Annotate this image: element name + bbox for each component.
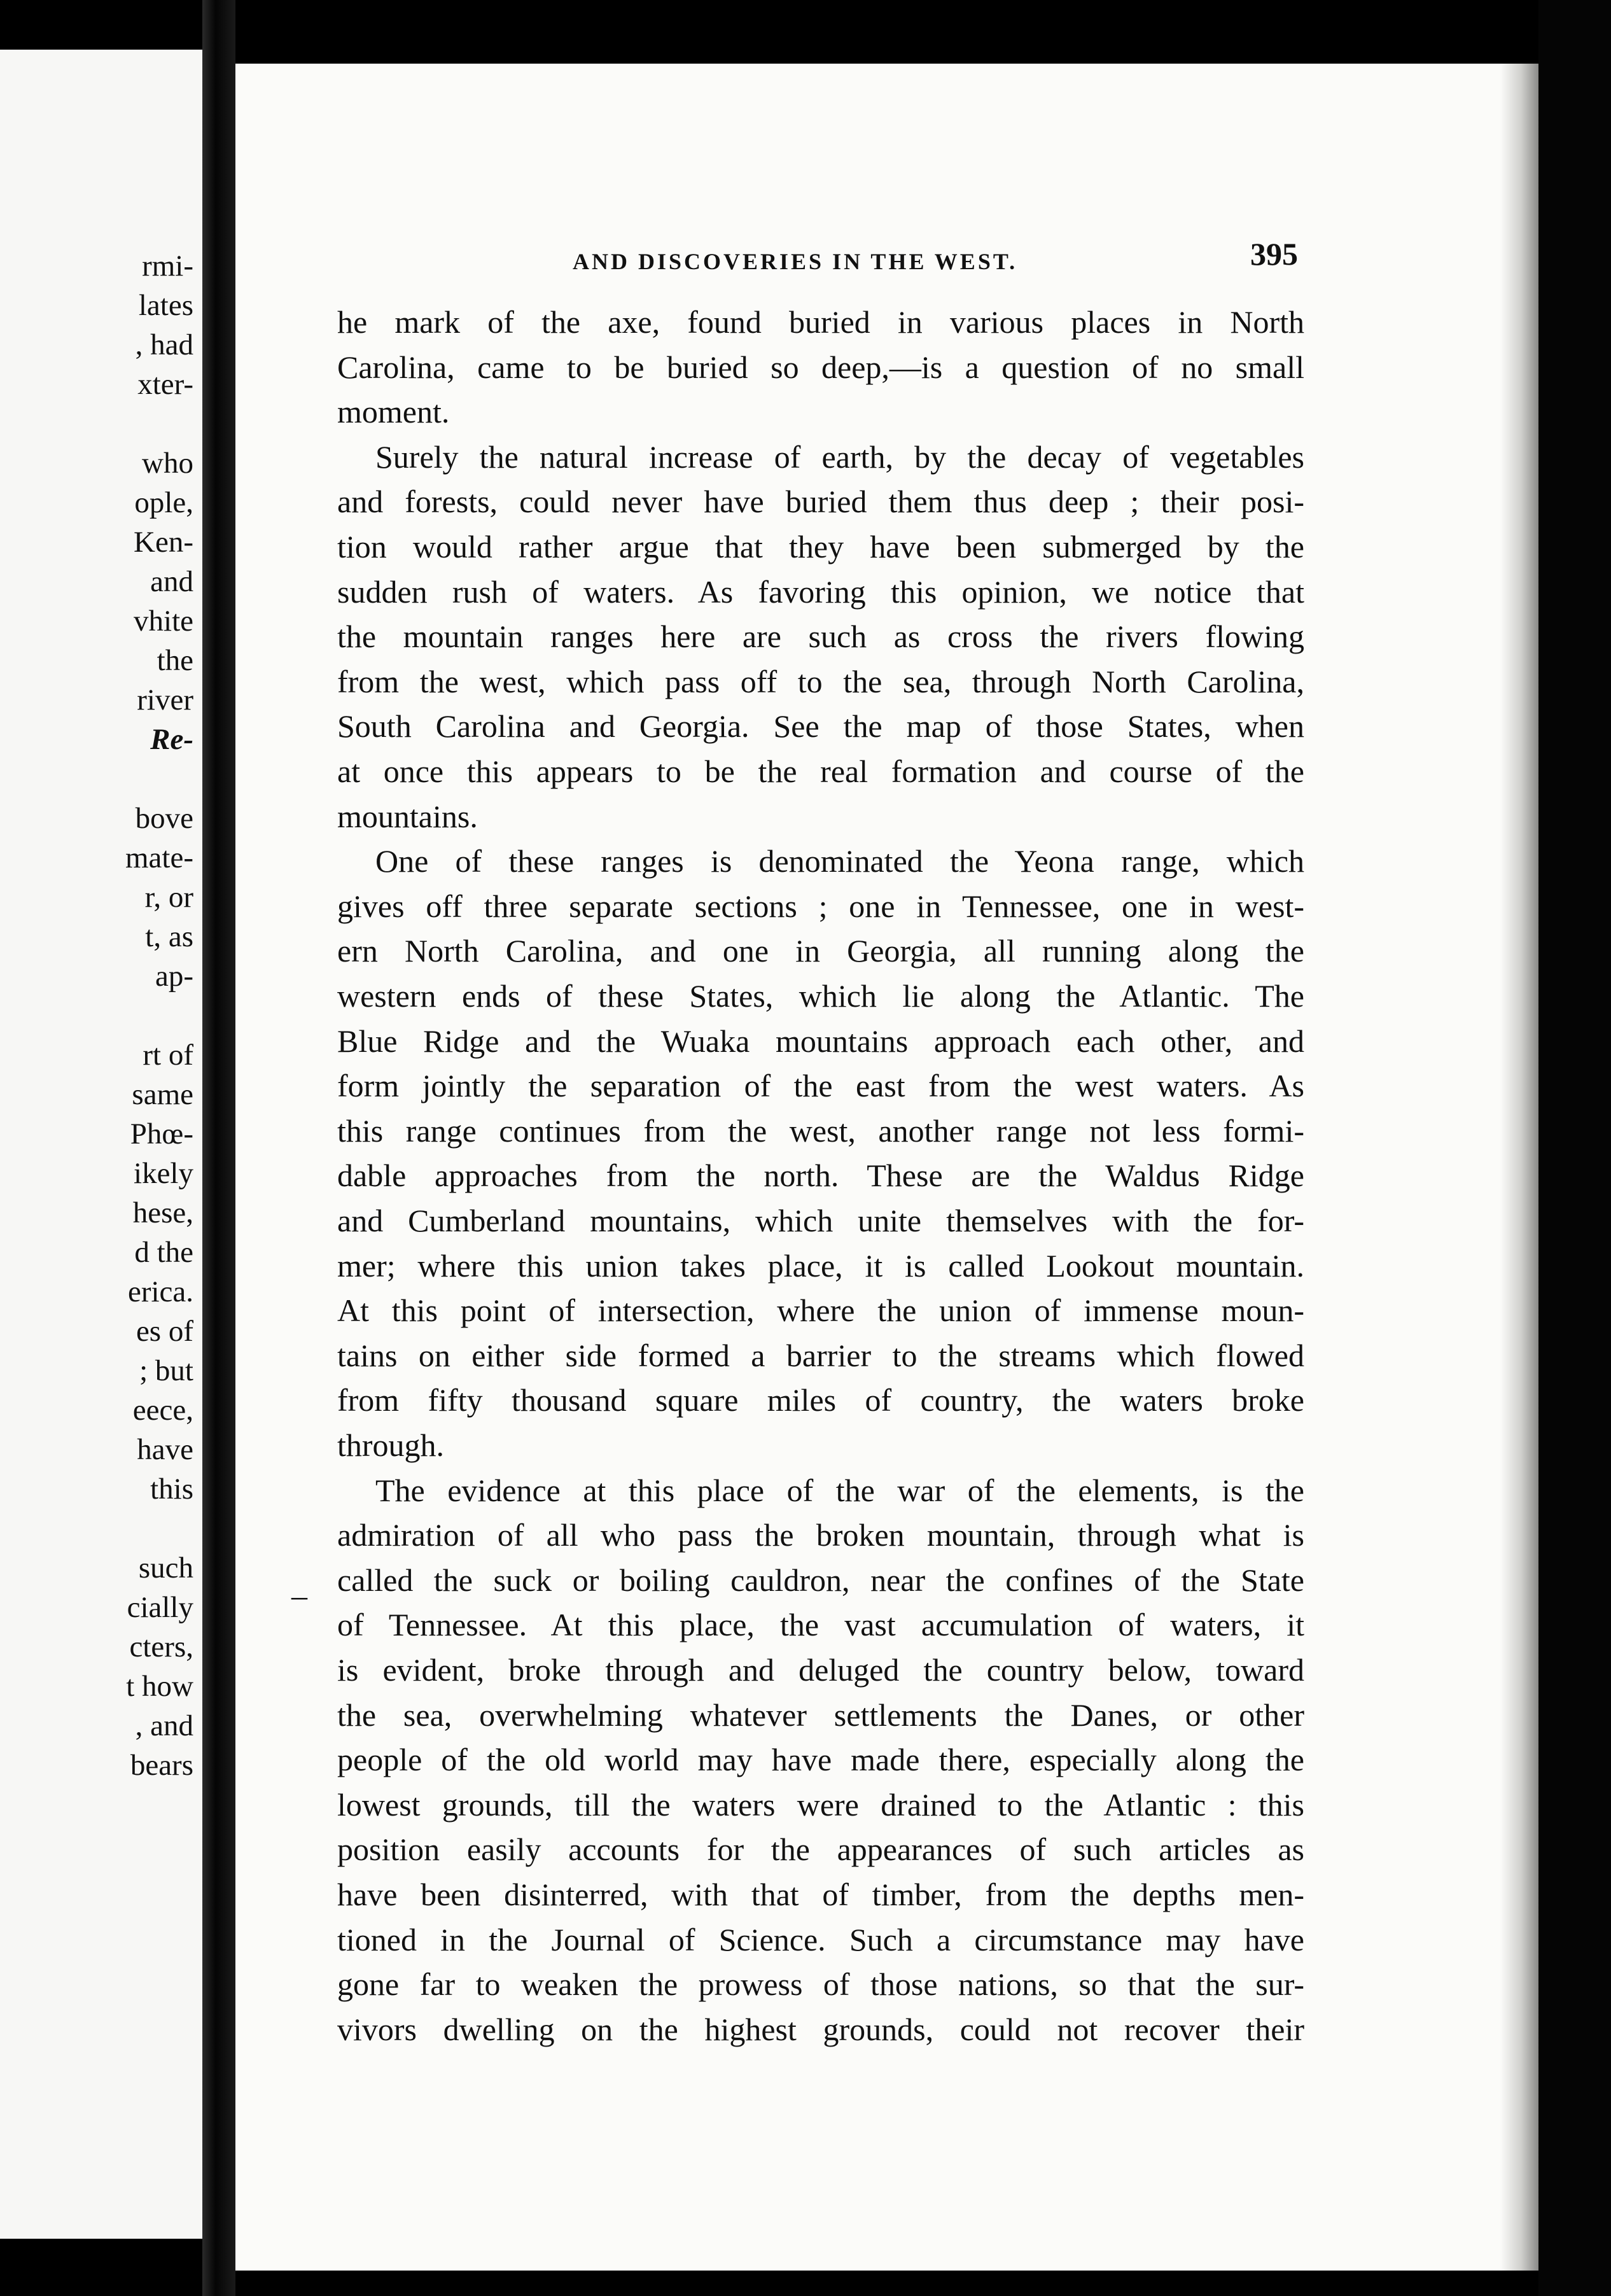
- previous-page-line: es of: [136, 1315, 193, 1348]
- previous-page-line: lates: [138, 289, 193, 322]
- previous-page-line: t, as: [145, 920, 193, 953]
- previous-page-line: this: [150, 1473, 193, 1506]
- previous-page-line: hese,: [132, 1196, 193, 1229]
- text-line: mer; where this union takes place, it is called Lookout mountain.: [337, 1248, 1304, 1284]
- text-line: gives off three separate sections ; one in Tennessee, one in west-: [337, 888, 1304, 924]
- previous-page-line: erica.: [127, 1275, 193, 1308]
- text-line: he mark of the axe, found buried in various places in North: [337, 304, 1304, 340]
- text-line: from fifty thousand square miles of country, the waters broke: [337, 1382, 1304, 1418]
- text-line: and Cumberland mountains, which unite themselves with the for-: [337, 1203, 1304, 1238]
- text-line: One of these ranges is denominated the Yeona range, which: [375, 843, 1304, 879]
- text-line: Carolina, came to be buried so deep,—is a question of no small: [337, 349, 1304, 385]
- text-line: vivors dwelling on the highest grounds, could not recover their: [337, 2012, 1304, 2047]
- text-line: admiration of all who pass the broken mountain, through what is: [337, 1517, 1304, 1553]
- previous-page-line: rt of: [143, 1039, 193, 1072]
- margin-mark: –: [291, 1578, 307, 1613]
- previous-page-line: rmi-: [142, 249, 193, 283]
- previous-page-line: river: [137, 683, 193, 717]
- previous-page-line: ; but: [139, 1354, 193, 1387]
- text-line: position easily accounts for the appearances of such articles as: [337, 1831, 1304, 1867]
- text-line: dable approaches from the north. These are the Waldus Ridge: [337, 1158, 1304, 1193]
- text-line: Surely the natural increase of earth, by the decay of vegetables: [375, 439, 1304, 475]
- previous-page-line: vhite: [134, 605, 193, 638]
- previous-page-line: ap-: [155, 960, 193, 993]
- text-line: tioned in the Journal of Science. Such a circumstance may have: [337, 1922, 1304, 1957]
- page-number: 395: [1250, 236, 1298, 272]
- running-head: AND DISCOVERIES IN THE WEST.: [573, 249, 1018, 274]
- previous-page-line: d the: [134, 1236, 193, 1269]
- text-line: tains on either side formed a barrier to the streams which flowed: [337, 1338, 1304, 1373]
- previous-page-line: ople,: [134, 486, 193, 519]
- previous-page-line: t how: [126, 1670, 193, 1703]
- previous-page-line: xter-: [137, 368, 193, 401]
- previous-page-line: eece,: [132, 1394, 193, 1427]
- text-line: At this point of intersection, where the union of immense moun-: [337, 1292, 1304, 1328]
- previous-page-line: bove: [135, 802, 193, 835]
- previous-page-line: have: [137, 1433, 193, 1466]
- previous-page-line: Ken-: [134, 526, 193, 559]
- previous-page-line: ikely: [134, 1157, 193, 1190]
- previous-page-line: such: [138, 1551, 193, 1585]
- text-line: called the suck or boiling cauldron, near the confines of the State: [337, 1562, 1304, 1598]
- text-line: the mountain ranges here are such as cross the rivers flowing: [337, 619, 1304, 654]
- text-line: form jointly the separation of the east from the west waters. As: [337, 1068, 1304, 1103]
- text-line: the sea, overwhelming whatever settlements the Danes, or other: [337, 1697, 1304, 1733]
- previous-page-line: and: [150, 565, 193, 598]
- page-edge-shadow: [1500, 64, 1538, 2271]
- previous-page-line: Re-: [150, 723, 193, 756]
- previous-page-line: , had: [135, 328, 193, 361]
- previous-page-line: bears: [130, 1749, 193, 1782]
- text-line: and forests, could never have buried them thus deep ; their posi-: [337, 484, 1304, 519]
- text-line: gone far to weaken the prowess of those nations, so that the sur-: [337, 1966, 1304, 2002]
- text-line: is evident, broke through and deluged the country below, toward: [337, 1652, 1304, 1688]
- text-line: The evidence at this place of the war of the elements, is the: [375, 1473, 1304, 1508]
- text-line: moment.: [337, 394, 450, 430]
- text-line: western ends of these States, which lie along the Atlantic. The: [337, 978, 1304, 1014]
- previous-page-line: r, or: [144, 881, 193, 914]
- text-line: of Tennessee. At this place, the vast accumulation of waters, it: [337, 1607, 1304, 1642]
- previous-page-line: the: [157, 644, 193, 677]
- text-line: mountains.: [337, 799, 478, 834]
- page-header: [337, 235, 1298, 280]
- text-line: tion would rather argue that they have been submerged by the: [337, 529, 1304, 564]
- text-line: at once this appears to be the real formation and course of the: [337, 753, 1304, 789]
- text-line: lowest grounds, till the waters were drained to the Atlantic : this: [337, 1787, 1304, 1823]
- text-line: Blue Ridge and the Wuaka mountains approach each other, and: [337, 1023, 1304, 1059]
- previous-page-line: who: [142, 447, 193, 480]
- text-line: sudden rush of waters. As favoring this opinion, we notice that: [337, 574, 1304, 610]
- text-line: this range continues from the west, another range not less formi-: [337, 1113, 1304, 1149]
- book-gutter: [202, 0, 235, 2296]
- text-line: through.: [337, 1427, 445, 1463]
- previous-page-line: , and: [135, 1709, 193, 1742]
- text-line: South Carolina and Georgia. See the map of those States, when: [337, 708, 1304, 744]
- previous-page-line: Phœ-: [130, 1117, 193, 1151]
- previous-page-line: same: [132, 1078, 193, 1111]
- previous-page-fragment: [0, 50, 202, 2239]
- scan-border: [1538, 0, 1611, 2296]
- text-line: people of the old world may have made there, especially along the: [337, 1742, 1304, 1777]
- previous-page-line: mate-: [125, 841, 193, 874]
- text-line: ern North Carolina, and one in Georgia, all running along the: [337, 933, 1304, 969]
- text-line: from the west, which pass off to the sea, through North Carolina,: [337, 664, 1304, 699]
- text-line: have been disinterred, with that of timber, from the depths men-: [337, 1877, 1304, 1912]
- previous-page-line: cially: [127, 1591, 193, 1624]
- previous-page-line: cters,: [129, 1630, 193, 1663]
